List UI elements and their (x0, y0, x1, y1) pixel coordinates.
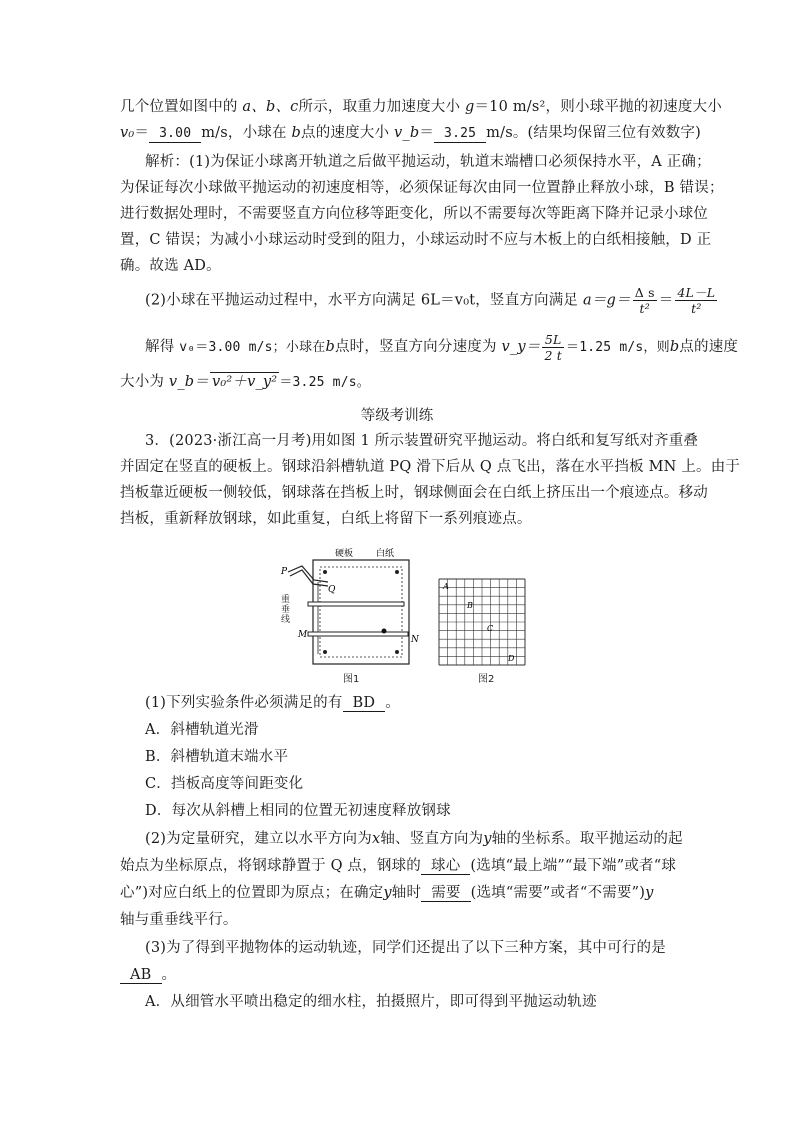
sub1-option-d: D．每次从斜槽上相同的位置无初速度释放钢球 (145, 803, 451, 819)
sub2-line-1: (2)为定量研究，建立以水平方向为x轴、竖直方向为y轴的坐标系。取平抛运动的起 (145, 831, 683, 847)
analysis-line-7: 解得 v₀＝3.00 m/s；小球在b点时，竖直方向分速度为 v_y＝ $\frac{5L}{2 t}$ ＝1.25 m/s，则b点的速度 (145, 331, 739, 363)
label-white-paper: 白纸 (376, 549, 395, 559)
fraction-5l-2t: $\frac{5L}{2 t}$ (544, 331, 562, 363)
answer-blank-sub3: AB (120, 967, 162, 984)
q3-line-4: 挡板，重新释放钢球，如此重复，白纸上将留下一系列痕迹点。 (120, 511, 532, 527)
label-p: P (281, 567, 288, 577)
grid-lines (439, 579, 525, 665)
sub1-option-a: A．斜槽轨道光滑 (145, 722, 259, 738)
sub2-line-2: 始点为坐标原点，将钢球静置于 Q 点，钢球的 球心 (选填“最上端”“最下端”或者“球 (120, 858, 677, 874)
white-paper (320, 567, 402, 657)
label-c: C (487, 624, 494, 633)
q3-line-1: 3．(2023·浙江高一月考)用如图 1 所示装置研究平抛运动。将白纸和复写纸对齐重叠 (145, 433, 699, 449)
answer-blank-v0: 3.00 (149, 126, 201, 143)
text-line-2: v₀＝ 3.00 m/s，小球在 b点的速度大小 v_b＝ 3.25 m/s。(结果均保留三位有效数字) (120, 125, 701, 141)
sqrt-expression: v₀²＋v_y² (211, 374, 278, 390)
label-hard-board: 硬板 (335, 549, 354, 559)
q3-line-3: 挡板靠近硬板一侧较低，钢球落在挡板上时，钢球侧面会在白纸上挤压出一个痕迹点。移动 (120, 485, 708, 501)
figure-1-apparatus (280, 542, 420, 684)
hard-board (313, 560, 409, 664)
analysis-line-8: 大小为 v_b＝ v₀²＋v_y² ＝3.25 m/s。 (120, 374, 370, 390)
analysis-line-4: 置，C 错误；为减小小球运动时受到的阻力，小球运动时不应与木板上的白纸相接触，D 正 (120, 232, 712, 248)
analysis-line-3: 进行数据处理时，不需要竖直方向位移等距变化，所以不需要每次等距离下降并记录小球位 (120, 206, 708, 222)
section-title: 等级考训练 (360, 408, 434, 424)
baffle-mn (308, 632, 408, 636)
steel-ball (382, 629, 387, 634)
sub3-line-2: AB 。 (120, 966, 176, 984)
fraction-delta-s: $\frac{\text{Δ s}}{\text{t²}}$ (634, 285, 655, 316)
sub2-line-4: 轴与重垂线平行。 (120, 912, 238, 928)
answer-blank-sub1: BD (343, 695, 386, 712)
analysis-line-2: 为保证每次小球做平抛运动的初速度相等，必须保证每次由同一位置静止释放小球，B 错误； (120, 180, 724, 196)
fraction-4l-l: $\frac{4L-L}{\text{t²}}$ (677, 285, 716, 316)
sub1-option-c: C．挡板高度等间距变化 (145, 776, 304, 792)
sub1-question: (1)下列实验条件必须满足的有 BD 。 (145, 695, 400, 711)
q3-line-2: 并固定在竖直的硬板上。钢球沿斜槽轨道 PQ 滑下后从 Q 点飞出，落在水平挡板 MN 上。由于 (120, 459, 741, 475)
figure-1-caption: 图1 (343, 674, 360, 685)
label-q: Q (328, 585, 336, 595)
analysis-line-1: 解析：(1)为保证小球离开轨道之后做平抛运动，轨道末端槽口必须保持水平，A 正确； (145, 154, 711, 170)
sub3-option-a: A．从细管水平喷出稳定的细水柱，拍摄照片，即可得到平抛运动轨迹 (145, 994, 597, 1010)
answer-blank-ball-center: 球心 (421, 858, 470, 875)
analysis-line-5: 确。故选 AD。 (120, 258, 221, 274)
analysis-line-6: (2)小球在平抛运动过程中，水平方向满足 6L＝v₀t，竖直方向满足 a＝g＝ $\frac{\text{Δ s}}{\text{t²}}$ ＝ $\frac{4L-L}{\text{t²}}$ (145, 285, 716, 316)
answer-blank-need: 需要 (421, 885, 470, 902)
answer-blank-vb: 3.25 (434, 126, 486, 143)
sub3-line-1: (3)为了得到平抛物体的运动轨迹，同学们还提出了以下三种方案，其中可行的是 (145, 940, 666, 956)
label-m: M (298, 630, 308, 640)
label-n: N (411, 635, 419, 645)
sub2-line-3: 心”)对应白纸上的位置即为原点；在确定y轴时 需要 (选填“需要”或者“不需要”)y (120, 885, 654, 901)
figure-2-grid (438, 578, 528, 666)
label-a: A (443, 582, 449, 591)
sub1-option-b: B．斜槽轨道末端水平 (145, 749, 289, 765)
label-b: B (467, 601, 473, 610)
label-d: D (508, 654, 515, 663)
label-plumb-line-vertical: 重垂线 (281, 595, 291, 625)
figure-2-caption: 图2 (478, 674, 495, 685)
text-line-1: 几个位置如图中的 a、b、c所示，取重力加速度大小 g＝10 m/s²，则小球平抛的初速度大小 (120, 99, 722, 115)
